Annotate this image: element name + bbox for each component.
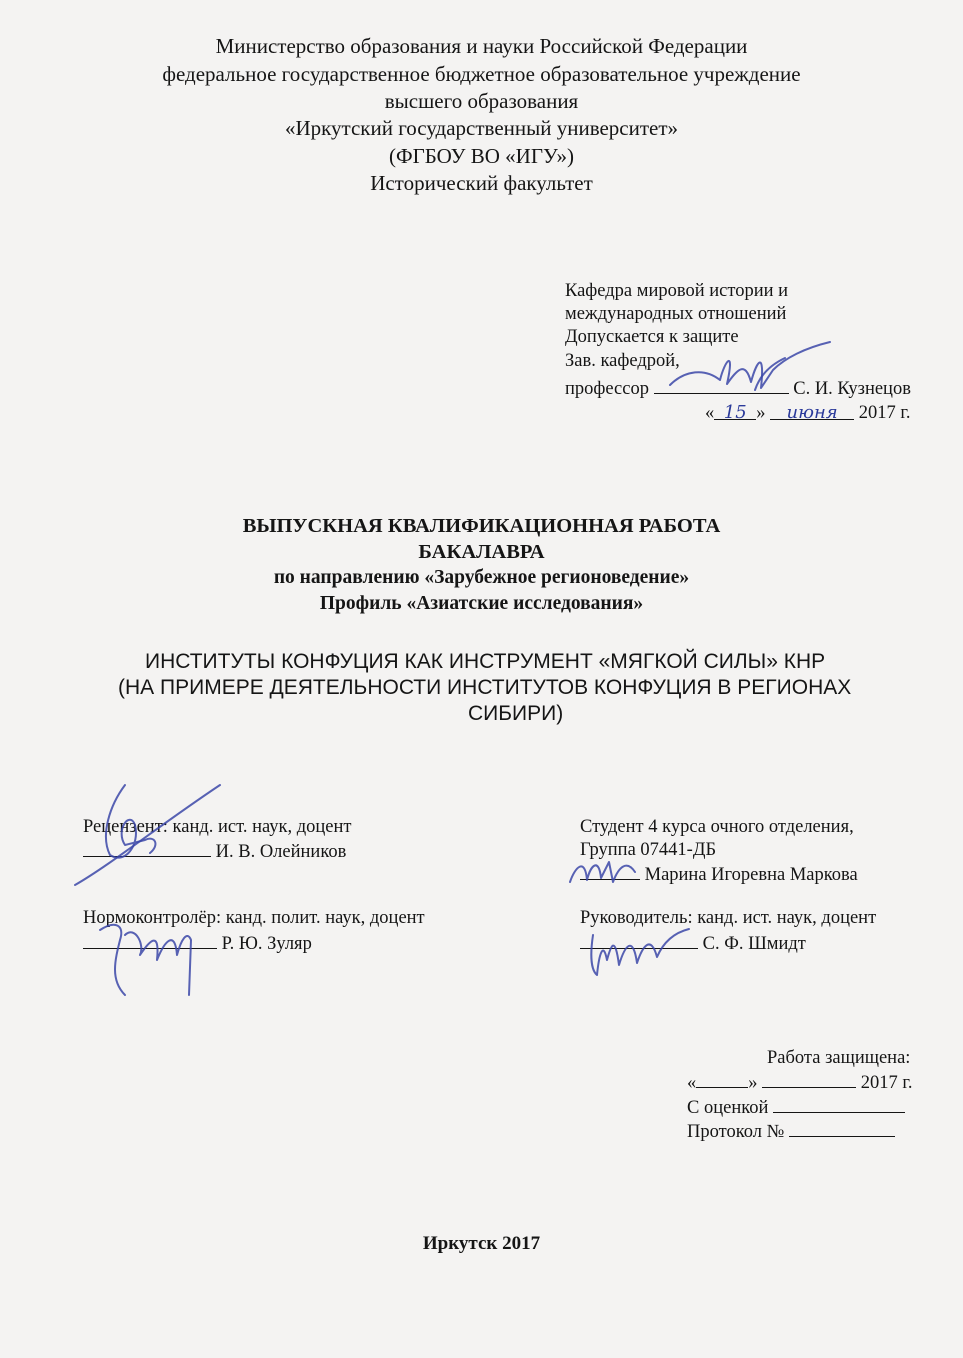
normcontrol-label: Нормоконтролёр: канд. полит. наук, доцент xyxy=(83,908,425,928)
approval-date-year: 2017 г. xyxy=(858,403,911,423)
university-abbreviation: (ФГБОУ ВО «ИГУ») xyxy=(388,144,574,168)
supervisor-signature xyxy=(585,915,695,980)
topic-line-1: ИНСТИТУТЫ КОНФУЦИЯ КАК ИНСТРУМЕНТ «МЯГКОЙ СИЛЫ» КНР xyxy=(145,650,826,673)
university-name: «Иркутский государственный университет» xyxy=(284,116,679,140)
institution-line-2: высшего образования xyxy=(384,89,579,113)
work-protected-label: Работа защищена: xyxy=(767,1048,911,1068)
faculty-name: Исторический факультет xyxy=(370,171,593,195)
protocol-label: Протокол № xyxy=(687,1122,785,1142)
admitted-to-defense: Допускается к защите xyxy=(565,327,739,347)
head-position: профессор xyxy=(565,379,649,399)
grade-line xyxy=(687,1094,905,1120)
student-name: Марина Игоревна Маркова xyxy=(644,865,858,885)
supervisor-name: С. Ф. Шмидт xyxy=(702,934,806,954)
reviewer-label: Рецензент: канд. ист. наук, доцент xyxy=(83,817,352,837)
ministry-line: Министерство образования и науки Российской Федерации xyxy=(215,34,748,58)
head-signature xyxy=(665,340,835,400)
grade-label: С оценкой xyxy=(687,1098,769,1118)
profile-line: Профиль «Азиатские исследования» xyxy=(319,593,644,614)
institution-line-1: федеральное государственное бюджетное образовательное учреждение xyxy=(162,62,801,86)
student-group: Группа 07441-ДБ xyxy=(580,840,717,860)
student-label: Студент 4 курса очного отделения, xyxy=(580,817,854,837)
defense-date-line: « » 2017 г. xyxy=(687,1069,913,1095)
normcontrol-name: Р. Ю. Зуляр xyxy=(221,934,312,954)
head-name: С. И. Кузнецов xyxy=(793,379,911,399)
approval-date-line: « 15 » июня 2017 г. xyxy=(705,402,911,423)
department-line-1: Кафедра мировой истории и xyxy=(565,281,789,301)
head-of-department-label: Зав. кафедрой, xyxy=(565,351,680,371)
student-signature xyxy=(565,852,645,892)
defense-date-year: 2017 г. xyxy=(860,1073,913,1093)
work-type-line-1: ВЫПУСКНАЯ КВАЛИФИКАЦИОННАЯ РАБОТА xyxy=(242,515,721,537)
protocol-line xyxy=(687,1118,895,1144)
direction-line: по направлению «Зарубежное регионоведение» xyxy=(273,567,690,588)
city-year: Иркутск 2017 xyxy=(422,1233,541,1254)
topic-line-2: (НА ПРИМЕРЕ ДЕЯТЕЛЬНОСТИ ИНСТИТУТОВ КОНФУЦИЯ В РЕГИОНАХ xyxy=(118,676,852,699)
approval-date-month: июня xyxy=(786,402,838,423)
supervisor-label: Руководитель: канд. ист. наук, доцент xyxy=(580,908,877,928)
approval-date-day: 15 xyxy=(723,402,747,423)
reviewer-signature xyxy=(70,775,230,895)
topic-line-3: СИБИРИ) xyxy=(468,702,564,725)
department-line-2: международных отношений xyxy=(565,304,787,324)
work-type-line-2: БАКАЛАВРА xyxy=(418,541,545,563)
normcontrol-signature xyxy=(95,900,205,1000)
reviewer-name: И. В. Олейников xyxy=(215,842,347,862)
